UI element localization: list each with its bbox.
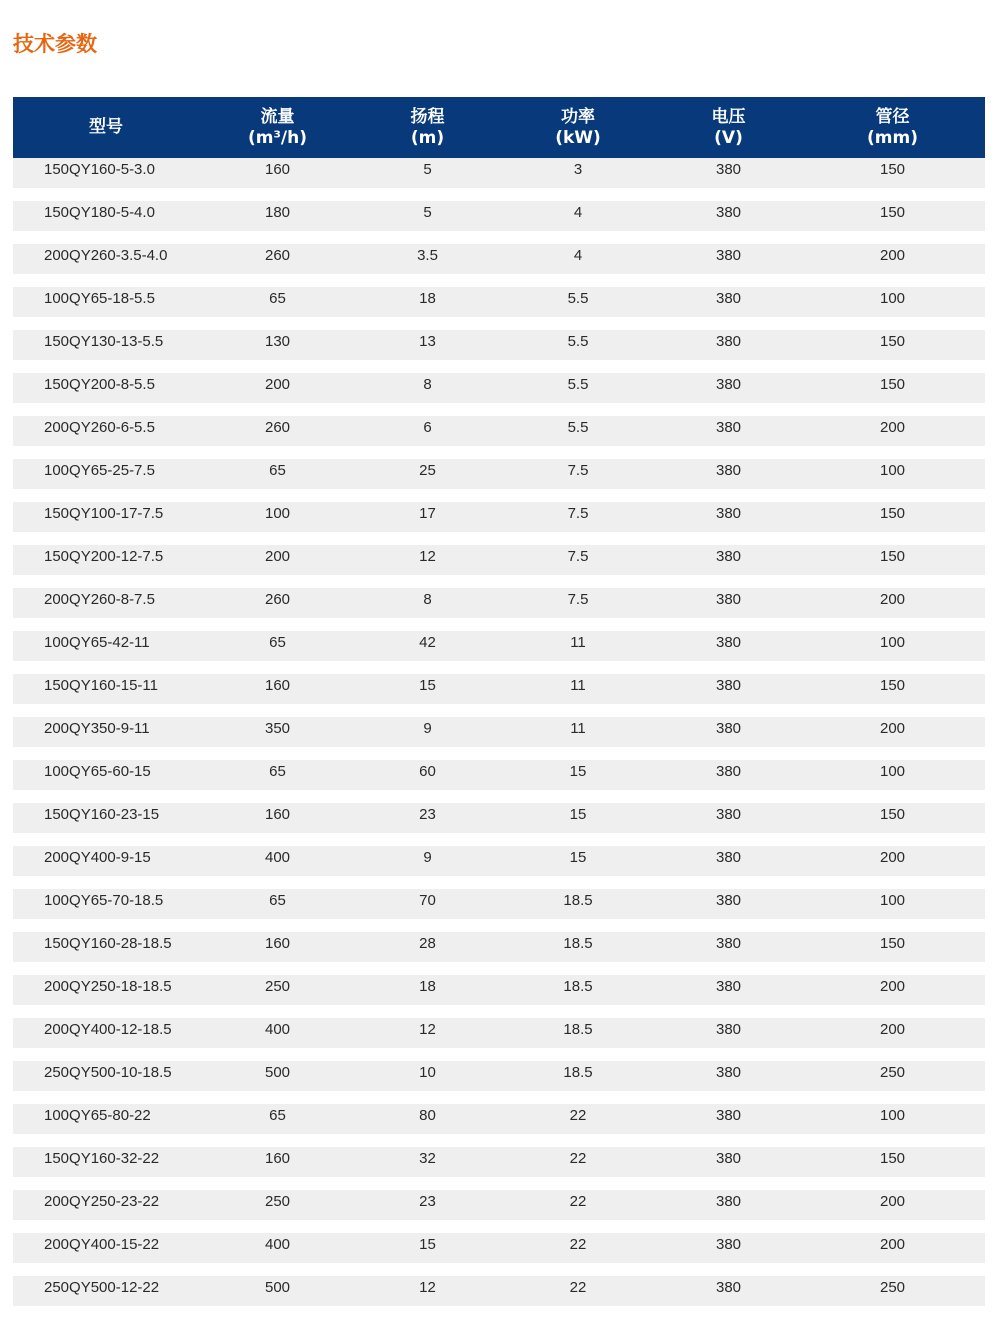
- header-model-label: 型号: [89, 117, 123, 137]
- power-cell: 15: [499, 760, 657, 790]
- row-spacer-cell: [13, 489, 985, 502]
- voltage-cell: 380: [657, 373, 800, 403]
- table-row: [13, 287, 985, 317]
- head-cell: 12: [356, 545, 499, 575]
- model-cell: 200QY350-9-11: [13, 717, 199, 747]
- model-cell: 200QY400-15-22: [13, 1233, 199, 1263]
- head-cell: 15: [356, 674, 499, 704]
- row-spacer-cell: [13, 747, 985, 760]
- pipe-diameter-cell: 100: [800, 631, 985, 661]
- table-row: [13, 244, 985, 274]
- power-cell: 18.5: [499, 975, 657, 1005]
- head-cell: 18: [356, 287, 499, 317]
- flow-cell: 250: [199, 1190, 356, 1220]
- table-row: [13, 1061, 985, 1091]
- row-spacer: [13, 274, 985, 287]
- power-cell: 22: [499, 1233, 657, 1263]
- head-cell: 13: [356, 330, 499, 360]
- row-spacer-cell: [13, 919, 985, 932]
- power-cell: 7.5: [499, 502, 657, 532]
- page-title: 技术参数: [13, 32, 97, 56]
- voltage-cell: 380: [657, 1190, 800, 1220]
- pipe-diameter-cell: 150: [800, 1147, 985, 1177]
- header-model: [13, 97, 199, 158]
- model-cell: 150QY160-32-22: [13, 1147, 199, 1177]
- power-cell: 7.5: [499, 459, 657, 489]
- pipe-diameter-cell: 200: [800, 975, 985, 1005]
- model-cell: 200QY400-9-15: [13, 846, 199, 876]
- head-cell: 80: [356, 1104, 499, 1134]
- table-row: [13, 201, 985, 231]
- power-cell: 5.5: [499, 330, 657, 360]
- power-cell: 15: [499, 803, 657, 833]
- voltage-cell: 380: [657, 846, 800, 876]
- flow-cell: 160: [199, 158, 356, 188]
- model-cell: 150QY130-13-5.5: [13, 330, 199, 360]
- pipe-diameter-cell: 200: [800, 588, 985, 618]
- row-spacer-cell: [13, 1134, 985, 1147]
- flow-cell: 200: [199, 373, 356, 403]
- power-cell: 4: [499, 201, 657, 231]
- voltage-cell: 380: [657, 1276, 800, 1306]
- table-row: [13, 631, 985, 661]
- voltage-cell: 380: [657, 803, 800, 833]
- table-row: [13, 545, 985, 575]
- row-spacer: [13, 231, 985, 244]
- table-row: [13, 717, 985, 747]
- flow-cell: 400: [199, 1233, 356, 1263]
- head-cell: 23: [356, 803, 499, 833]
- model-cell: 100QY65-80-22: [13, 1104, 199, 1134]
- pipe-diameter-cell: 250: [800, 1276, 985, 1306]
- voltage-cell: 380: [657, 932, 800, 962]
- row-spacer: [13, 1134, 985, 1147]
- head-cell: 18: [356, 975, 499, 1005]
- pipe-diameter-cell: 150: [800, 158, 985, 188]
- row-spacer-cell: [13, 274, 985, 287]
- flow-cell: 250: [199, 975, 356, 1005]
- voltage-cell: 380: [657, 588, 800, 618]
- row-spacer: [13, 360, 985, 373]
- table-row: [13, 975, 985, 1005]
- power-cell: 7.5: [499, 545, 657, 575]
- model-cell: 100QY65-25-7.5: [13, 459, 199, 489]
- power-cell: 5.5: [499, 287, 657, 317]
- header-head-label: 扬程: [410, 106, 445, 127]
- head-cell: 12: [356, 1018, 499, 1048]
- voltage-cell: 380: [657, 975, 800, 1005]
- head-cell: 8: [356, 373, 499, 403]
- table-row: [13, 373, 985, 403]
- power-cell: 22: [499, 1147, 657, 1177]
- row-spacer-cell: [13, 188, 985, 201]
- voltage-cell: 380: [657, 1147, 800, 1177]
- head-cell: 8: [356, 588, 499, 618]
- model-cell: 100QY65-42-11: [13, 631, 199, 661]
- header-pipe-diameter-unit: (mm): [867, 127, 918, 148]
- row-spacer: [13, 833, 985, 846]
- flow-cell: 65: [199, 760, 356, 790]
- row-spacer-cell: [13, 1220, 985, 1233]
- row-spacer: [13, 1263, 985, 1276]
- model-cell: 200QY250-23-22: [13, 1190, 199, 1220]
- spec-table: [13, 97, 985, 1306]
- model-cell: 200QY260-3.5-4.0: [13, 244, 199, 274]
- power-cell: 22: [499, 1104, 657, 1134]
- voltage-cell: 380: [657, 631, 800, 661]
- head-cell: 9: [356, 717, 499, 747]
- table-row: [13, 1104, 985, 1134]
- row-spacer: [13, 704, 985, 717]
- row-spacer: [13, 919, 985, 932]
- flow-cell: 400: [199, 846, 356, 876]
- row-spacer-cell: [13, 446, 985, 459]
- head-cell: 17: [356, 502, 499, 532]
- head-cell: 15: [356, 1233, 499, 1263]
- table-row: [13, 803, 985, 833]
- row-spacer: [13, 489, 985, 502]
- model-cell: 100QY65-60-15: [13, 760, 199, 790]
- row-spacer: [13, 446, 985, 459]
- head-cell: 3.5: [356, 244, 499, 274]
- head-cell: 60: [356, 760, 499, 790]
- voltage-cell: 380: [657, 717, 800, 747]
- head-cell: 28: [356, 932, 499, 962]
- flow-cell: 180: [199, 201, 356, 231]
- header-voltage-label: 电压: [711, 106, 746, 127]
- model-cell: 100QY65-18-5.5: [13, 287, 199, 317]
- model-cell: 250QY500-10-18.5: [13, 1061, 199, 1091]
- row-spacer-cell: [13, 704, 985, 717]
- row-spacer-cell: [13, 1005, 985, 1018]
- voltage-cell: 380: [657, 760, 800, 790]
- pipe-diameter-cell: 150: [800, 201, 985, 231]
- table-row: [13, 158, 985, 188]
- pipe-diameter-cell: 150: [800, 330, 985, 360]
- model-cell: 150QY200-12-7.5: [13, 545, 199, 575]
- header-power-label: 功率: [561, 106, 595, 127]
- power-cell: 7.5: [499, 588, 657, 618]
- row-spacer-cell: [13, 618, 985, 631]
- row-spacer-cell: [13, 231, 985, 244]
- row-spacer-cell: [13, 790, 985, 803]
- header-pipe-diameter-label: 管径: [875, 106, 910, 127]
- table-body: [13, 158, 985, 1306]
- flow-cell: 160: [199, 1147, 356, 1177]
- power-cell: 11: [499, 674, 657, 704]
- voltage-cell: 380: [657, 1018, 800, 1048]
- flow-cell: 260: [199, 588, 356, 618]
- power-cell: 11: [499, 717, 657, 747]
- flow-cell: 100: [199, 502, 356, 532]
- table-row: [13, 889, 985, 919]
- power-cell: 22: [499, 1190, 657, 1220]
- table-row: [13, 1018, 985, 1048]
- pipe-diameter-cell: 250: [800, 1061, 985, 1091]
- row-spacer: [13, 661, 985, 674]
- header-pipe-diameter: [800, 97, 985, 158]
- flow-cell: 160: [199, 803, 356, 833]
- voltage-cell: 380: [657, 459, 800, 489]
- head-cell: 6: [356, 416, 499, 446]
- pipe-diameter-cell: 200: [800, 1018, 985, 1048]
- header-power: [499, 97, 657, 158]
- row-spacer-cell: [13, 1263, 985, 1276]
- flow-cell: 160: [199, 932, 356, 962]
- voltage-cell: 380: [657, 674, 800, 704]
- flow-cell: 350: [199, 717, 356, 747]
- row-spacer-cell: [13, 1048, 985, 1061]
- row-spacer-cell: [13, 876, 985, 889]
- voltage-cell: 380: [657, 330, 800, 360]
- row-spacer: [13, 962, 985, 975]
- table-row: [13, 459, 985, 489]
- pipe-diameter-cell: 200: [800, 1233, 985, 1263]
- model-cell: 150QY100-17-7.5: [13, 502, 199, 532]
- header-flow-label: 流量: [260, 106, 295, 127]
- model-cell: 250QY500-12-22: [13, 1276, 199, 1306]
- row-spacer: [13, 876, 985, 889]
- model-cell: 200QY260-6-5.5: [13, 416, 199, 446]
- power-cell: 4: [499, 244, 657, 274]
- table-row: [13, 1276, 985, 1306]
- table-row: [13, 674, 985, 704]
- head-cell: 12: [356, 1276, 499, 1306]
- flow-cell: 65: [199, 631, 356, 661]
- head-cell: 9: [356, 846, 499, 876]
- pipe-diameter-cell: 200: [800, 717, 985, 747]
- table-row: [13, 846, 985, 876]
- voltage-cell: 380: [657, 502, 800, 532]
- pipe-diameter-cell: 150: [800, 373, 985, 403]
- pipe-diameter-cell: 150: [800, 803, 985, 833]
- power-cell: 18.5: [499, 932, 657, 962]
- header-power-unit: (kW): [555, 127, 601, 148]
- model-cell: 150QY180-5-4.0: [13, 201, 199, 231]
- table-row: [13, 1233, 985, 1263]
- model-cell: 200QY400-12-18.5: [13, 1018, 199, 1048]
- head-cell: 32: [356, 1147, 499, 1177]
- head-cell: 10: [356, 1061, 499, 1091]
- voltage-cell: 380: [657, 889, 800, 919]
- head-cell: 23: [356, 1190, 499, 1220]
- head-cell: 70: [356, 889, 499, 919]
- row-spacer: [13, 532, 985, 545]
- model-cell: 150QY160-23-15: [13, 803, 199, 833]
- power-cell: 3: [499, 158, 657, 188]
- model-cell: 150QY200-8-5.5: [13, 373, 199, 403]
- flow-cell: 400: [199, 1018, 356, 1048]
- table-row: [13, 330, 985, 360]
- model-cell: 150QY160-5-3.0: [13, 158, 199, 188]
- table-row: [13, 502, 985, 532]
- flow-cell: 500: [199, 1276, 356, 1306]
- row-spacer: [13, 575, 985, 588]
- flow-cell: 130: [199, 330, 356, 360]
- flow-cell: 65: [199, 459, 356, 489]
- row-spacer-cell: [13, 317, 985, 330]
- voltage-cell: 380: [657, 244, 800, 274]
- voltage-cell: 380: [657, 158, 800, 188]
- row-spacer: [13, 1005, 985, 1018]
- table-row: [13, 932, 985, 962]
- model-cell: 200QY250-18-18.5: [13, 975, 199, 1005]
- flow-cell: 260: [199, 416, 356, 446]
- voltage-cell: 380: [657, 1233, 800, 1263]
- pipe-diameter-cell: 200: [800, 416, 985, 446]
- power-cell: 18.5: [499, 1018, 657, 1048]
- head-cell: 5: [356, 201, 499, 231]
- header-flow-unit: (m³/h): [247, 127, 307, 148]
- flow-cell: 500: [199, 1061, 356, 1091]
- pipe-diameter-cell: 200: [800, 846, 985, 876]
- voltage-cell: 380: [657, 1104, 800, 1134]
- power-cell: 5.5: [499, 373, 657, 403]
- row-spacer-cell: [13, 1091, 985, 1104]
- table-row: [13, 1190, 985, 1220]
- pipe-diameter-cell: 150: [800, 502, 985, 532]
- row-spacer: [13, 790, 985, 803]
- pipe-diameter-cell: 100: [800, 459, 985, 489]
- row-spacer-cell: [13, 403, 985, 416]
- pipe-diameter-cell: 100: [800, 889, 985, 919]
- power-cell: 11: [499, 631, 657, 661]
- row-spacer: [13, 403, 985, 416]
- flow-cell: 260: [199, 244, 356, 274]
- model-cell: 150QY160-28-18.5: [13, 932, 199, 962]
- table-row: [13, 1147, 985, 1177]
- voltage-cell: 380: [657, 416, 800, 446]
- row-spacer-cell: [13, 532, 985, 545]
- flow-cell: 65: [199, 889, 356, 919]
- model-cell: 100QY65-70-18.5: [13, 889, 199, 919]
- power-cell: 5.5: [499, 416, 657, 446]
- row-spacer-cell: [13, 1177, 985, 1190]
- pipe-diameter-cell: 100: [800, 760, 985, 790]
- header-flow: [199, 97, 356, 158]
- row-spacer-cell: [13, 962, 985, 975]
- pipe-diameter-cell: 150: [800, 545, 985, 575]
- row-spacer-cell: [13, 575, 985, 588]
- pipe-diameter-cell: 200: [800, 244, 985, 274]
- header-head: [356, 97, 499, 158]
- row-spacer-cell: [13, 360, 985, 373]
- voltage-cell: 380: [657, 545, 800, 575]
- table-header-row: [13, 97, 985, 158]
- flow-cell: 65: [199, 1104, 356, 1134]
- flow-cell: 200: [199, 545, 356, 575]
- pipe-diameter-cell: 150: [800, 674, 985, 704]
- row-spacer: [13, 1220, 985, 1233]
- model-cell: 200QY260-8-7.5: [13, 588, 199, 618]
- pipe-diameter-cell: 100: [800, 1104, 985, 1134]
- row-spacer-cell: [13, 661, 985, 674]
- header-head-unit: (m): [410, 127, 445, 148]
- table-row: [13, 416, 985, 446]
- voltage-cell: 380: [657, 1061, 800, 1091]
- row-spacer: [13, 1048, 985, 1061]
- table-row: [13, 760, 985, 790]
- table-row: [13, 588, 985, 618]
- row-spacer: [13, 1177, 985, 1190]
- row-spacer: [13, 618, 985, 631]
- pipe-diameter-cell: 200: [800, 1190, 985, 1220]
- header-voltage: [657, 97, 800, 158]
- pipe-diameter-cell: 100: [800, 287, 985, 317]
- pipe-diameter-cell: 150: [800, 932, 985, 962]
- row-spacer: [13, 188, 985, 201]
- voltage-cell: 380: [657, 287, 800, 317]
- row-spacer: [13, 317, 985, 330]
- head-cell: 5: [356, 158, 499, 188]
- row-spacer: [13, 747, 985, 760]
- model-cell: 150QY160-15-11: [13, 674, 199, 704]
- flow-cell: 65: [199, 287, 356, 317]
- row-spacer-cell: [13, 833, 985, 846]
- power-cell: 22: [499, 1276, 657, 1306]
- header-voltage-unit: (V): [714, 127, 743, 148]
- power-cell: 15: [499, 846, 657, 876]
- power-cell: 18.5: [499, 1061, 657, 1091]
- power-cell: 18.5: [499, 889, 657, 919]
- head-cell: 42: [356, 631, 499, 661]
- head-cell: 25: [356, 459, 499, 489]
- voltage-cell: 380: [657, 201, 800, 231]
- row-spacer: [13, 1091, 985, 1104]
- flow-cell: 160: [199, 674, 356, 704]
